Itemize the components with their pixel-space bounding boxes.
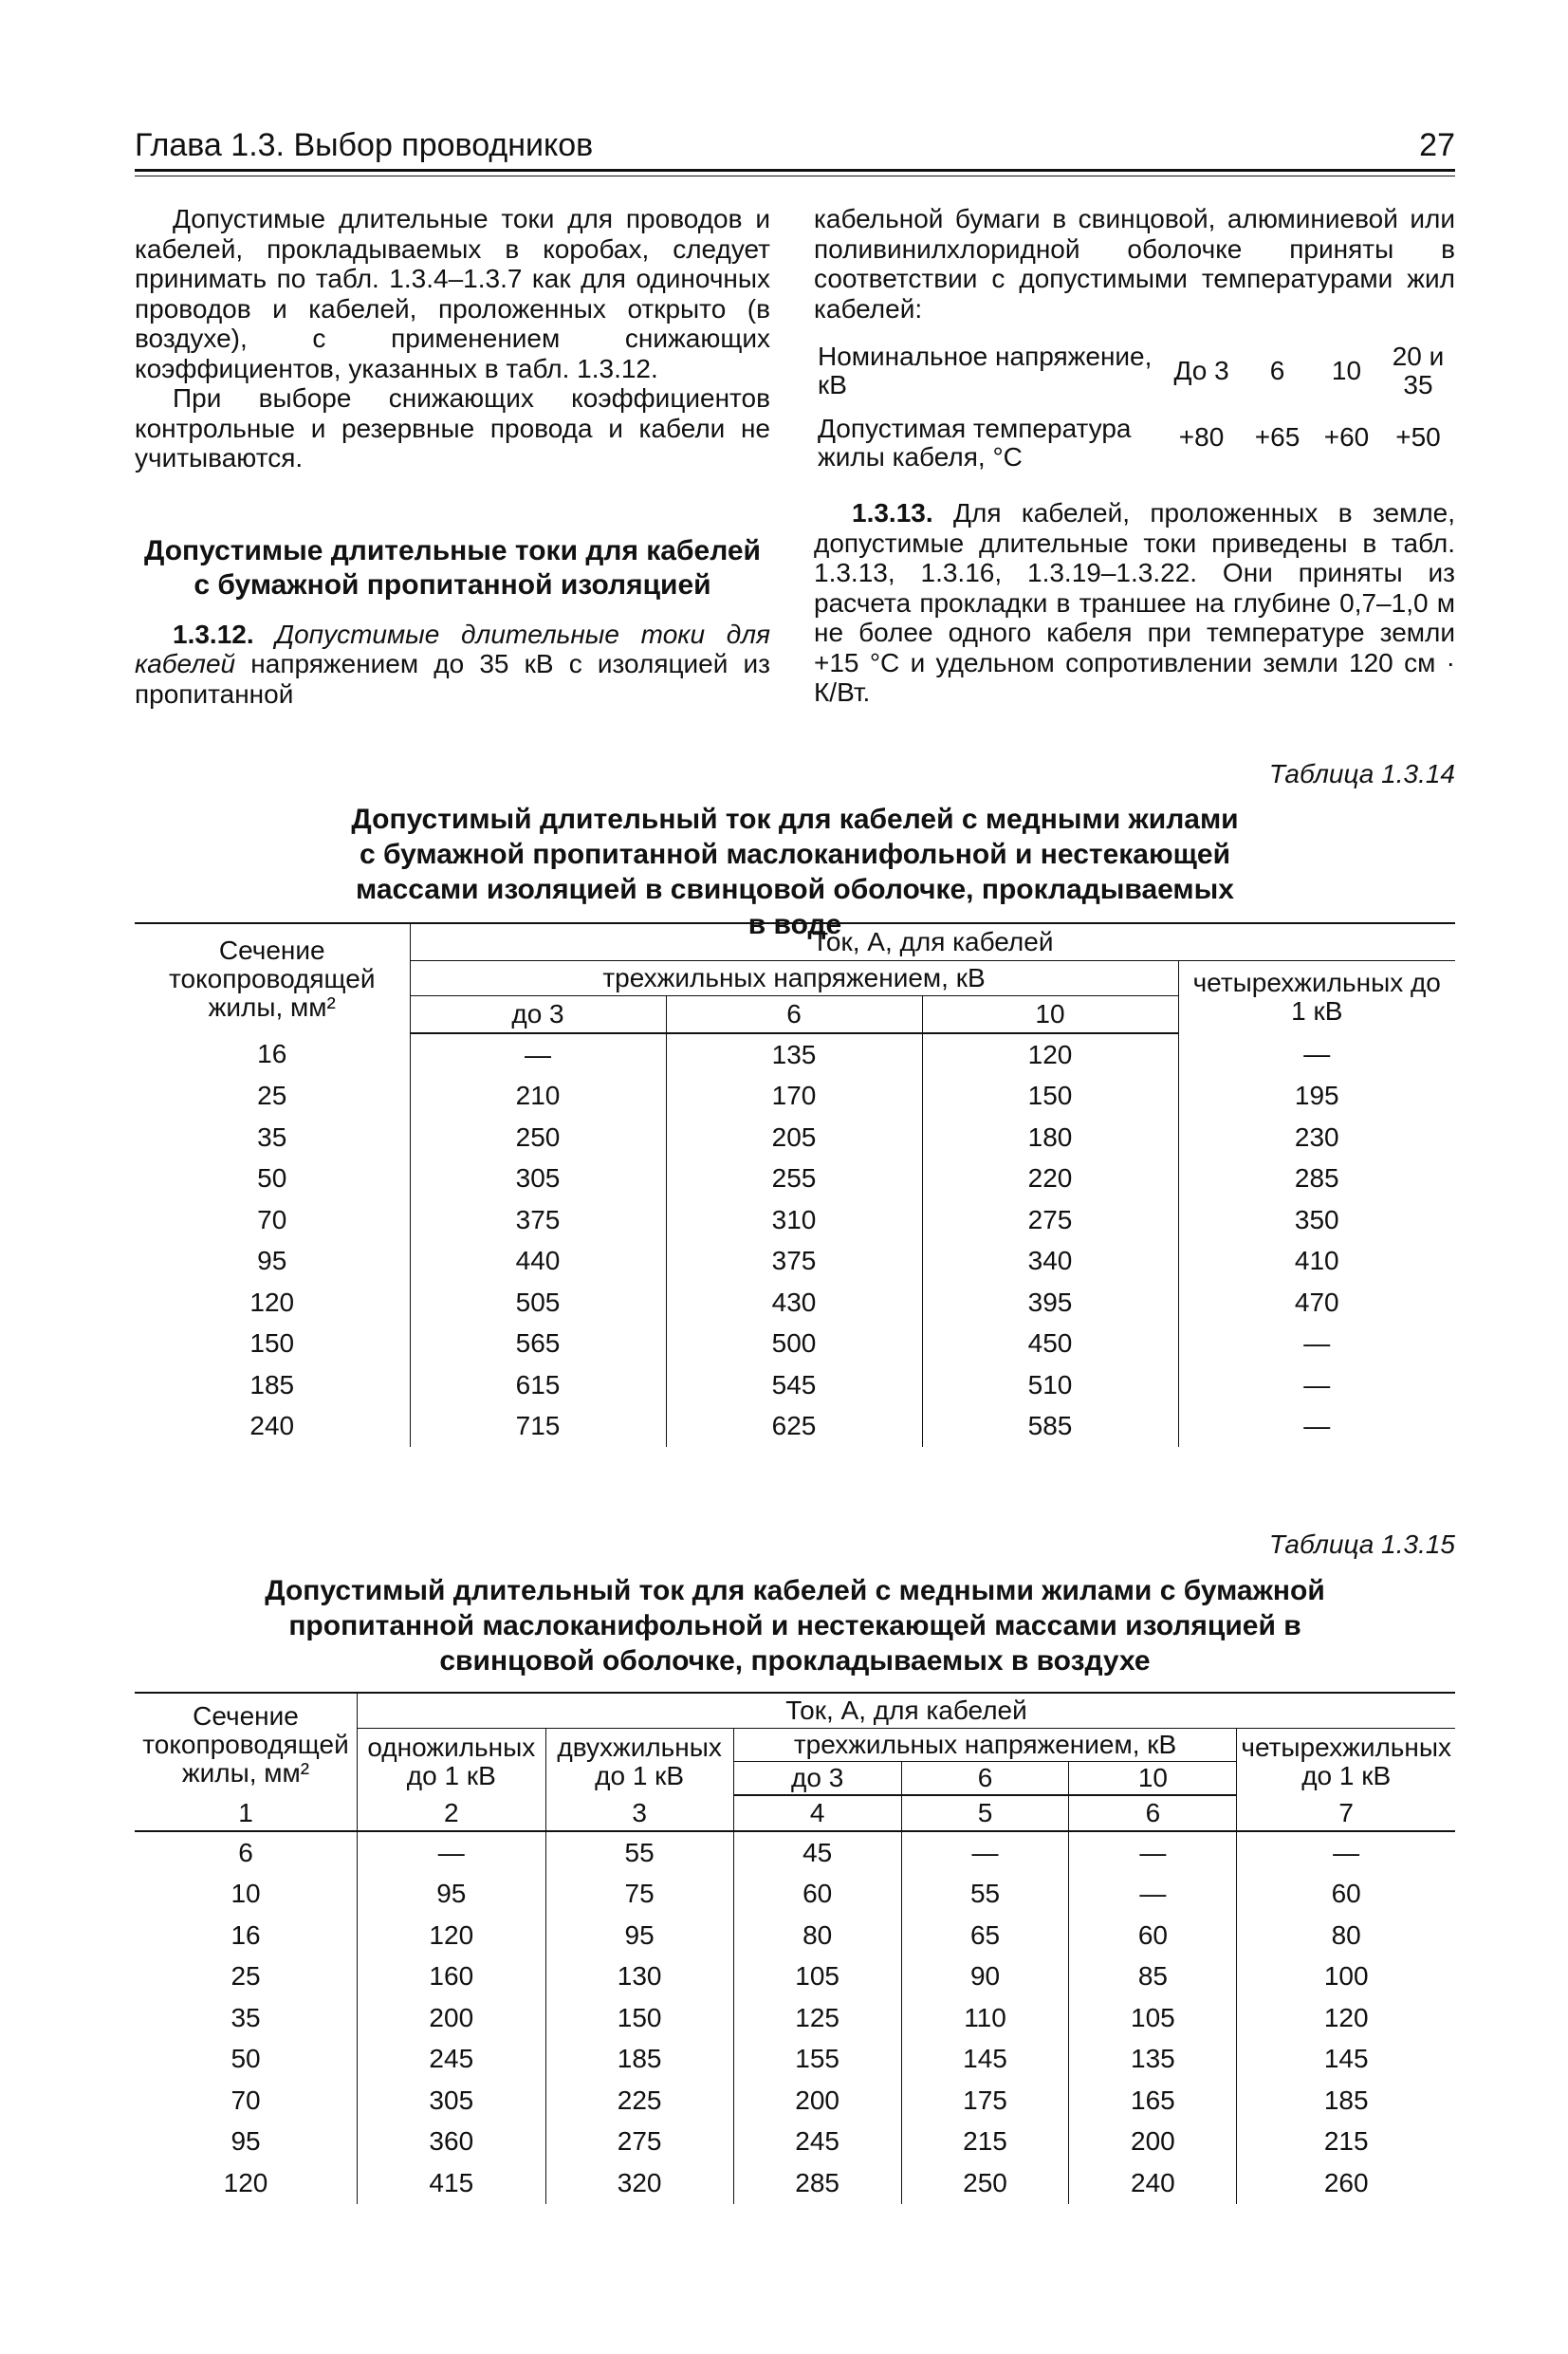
table-cell: 395 [922, 1282, 1178, 1324]
table-row [135, 1997, 1455, 2039]
table-cell: 145 [901, 2039, 1069, 2081]
table-cell: 60 [733, 1874, 901, 1916]
table-row [135, 1831, 1455, 1874]
table-cell: 55 [545, 1831, 733, 1874]
table-cell: 240 [1069, 2162, 1237, 2204]
table-cell: 220 [922, 1158, 1178, 1200]
table-cell: — [1303, 1369, 1331, 1399]
table-cell: 180 [922, 1117, 1178, 1158]
table-cell: — [1303, 1328, 1331, 1359]
column-number: 1 [135, 1795, 358, 1831]
row-header-cell: 120 [135, 2162, 358, 2204]
clause-italic-text: Допустимые длительные токи для кабелей [135, 619, 771, 678]
table-cell: 410 [1294, 1246, 1339, 1276]
table-cell: — [1333, 1837, 1360, 1867]
table-cell: 415 [358, 2162, 546, 2204]
table-row [135, 1874, 1455, 1916]
table-cell: 285 [1294, 1163, 1339, 1194]
row-header-cell: 16 [135, 1915, 358, 1956]
table-row [135, 1241, 1455, 1283]
column-header: до 3 [410, 996, 666, 1034]
table-caption: Таблица 1.3.14 [1268, 759, 1455, 788]
row-header-cell: 6 [135, 1831, 358, 1874]
table-cell: 75 [545, 1874, 733, 1916]
table-row [814, 401, 1455, 473]
table-cell: 225 [545, 2080, 733, 2122]
row-header-cell: 50 [135, 2039, 358, 2081]
table-cell: 195 [1294, 1081, 1339, 1111]
table-cell: 360 [358, 2122, 546, 2163]
table-cell: — [1069, 1831, 1237, 1874]
table-row [135, 1364, 1455, 1406]
table-cell: Номинальное напряжение, кВ [818, 342, 1153, 399]
row-header-cell: 16 [135, 1033, 410, 1076]
table-row [135, 1117, 1455, 1158]
column-header: одножильных до 1 кВ [358, 1729, 546, 1796]
table-cell: 250 [410, 1117, 666, 1158]
column-header: 10 [1069, 1762, 1237, 1796]
row-header-cell: 35 [135, 1997, 358, 2039]
clause-number: 1.3.13. [852, 498, 933, 528]
column-header: четырехжильных до 1 кВ [1192, 968, 1441, 1026]
table-cell: 120 [358, 1915, 546, 1956]
table-row [135, 1158, 1455, 1200]
table-cell: 230 [1294, 1121, 1339, 1152]
table-cell: +50 [1395, 422, 1441, 452]
row-header-cell: 70 [135, 2080, 358, 2122]
table-cell: 585 [922, 1406, 1178, 1448]
table-cell: Допустимая температура жилы кабеля, °С [818, 414, 1132, 472]
table-header-row [135, 1693, 1455, 1729]
table-cell: 185 [545, 2039, 733, 2081]
table-cell: 90 [901, 1956, 1069, 1998]
column-header: 6 [901, 1762, 1069, 1796]
column-number: 4 [733, 1795, 901, 1831]
table-cell: +60 [1323, 422, 1370, 452]
table-cell: До 3 [1173, 356, 1229, 385]
table-cell: 500 [666, 1324, 922, 1365]
table-1-3-14 [135, 922, 1455, 1447]
table-cell: 305 [410, 1158, 666, 1200]
table-cell: 505 [410, 1282, 666, 1324]
table-row [135, 1033, 1455, 1076]
table-cell: 340 [922, 1241, 1178, 1283]
table-cell: 260 [1323, 2167, 1369, 2197]
table-title: Допустимый длительный ток для кабелей с медными жилами с бумажной пропитанной маслоканифольной и нестекающей массами изоляцией в свинцовой оболочке, прокладываемых в воздухе [265, 1575, 1325, 1677]
table-cell: 45 [733, 1831, 901, 1874]
table-cell: 65 [901, 1915, 1069, 1956]
table-cell: 120 [922, 1033, 1178, 1076]
column-header: двухжильных до 1 кВ [545, 1729, 733, 1796]
table-row [135, 1199, 1455, 1241]
table-cell: 20 и 35 [1392, 342, 1445, 399]
row-header-cell: 185 [135, 1364, 410, 1406]
table-header-row [135, 923, 1455, 961]
table-cell: 10 [1331, 356, 1362, 385]
paragraph: кабельной бумаги в свинцовой, алюминиевой или поливинилхлоридной оболочке приняты в соответствии с допустимыми температурами жил кабелей: [814, 204, 1455, 324]
table-cell: 615 [410, 1364, 666, 1406]
table-body [135, 1033, 1455, 1447]
table-cell: 565 [410, 1324, 666, 1365]
table-cell: +65 [1254, 422, 1301, 452]
column-header: Ток, А, для кабелей [358, 1693, 1455, 1729]
table-cell: 135 [1069, 2039, 1237, 2081]
column-number-row [135, 1795, 1455, 1831]
table-row [135, 2080, 1455, 2122]
table-cell: 285 [733, 2162, 901, 2204]
table-cell: 135 [666, 1033, 922, 1076]
table-cell: 440 [410, 1241, 666, 1283]
table-cell: 375 [410, 1199, 666, 1241]
table-cell: 510 [922, 1364, 1178, 1406]
column-header: 6 [666, 996, 922, 1034]
table-cell: 200 [358, 1997, 546, 2039]
row-header-cell: 70 [135, 1199, 410, 1241]
table-cell: 450 [922, 1324, 1178, 1365]
table-cell: — [901, 1831, 1069, 1874]
table-cell: 60 [1331, 1879, 1361, 1909]
table-caption: Таблица 1.3.15 [1268, 1529, 1455, 1559]
column-header: 10 [922, 996, 1178, 1034]
table-cell: 275 [922, 1199, 1178, 1241]
temperature-table [814, 341, 1455, 473]
column-header: трехжильных напряжением, кВ [410, 961, 1178, 996]
table-row [814, 341, 1455, 401]
table-cell: 200 [1069, 2122, 1237, 2163]
table-cell: 545 [666, 1364, 922, 1406]
paragraph: Допустимые длительные токи для проводов и кабелей, прокладываемых в коробах, следует принимать по табл. 1.3.4–1.3.7 как для одиночных проводов и кабелей, проложенных открыто (в воздухе), с применением снижающих коэффициентов, указанных в табл. 1.3.12. [135, 204, 770, 383]
table-cell: — [358, 1831, 546, 1874]
row-header-cell: 50 [135, 1158, 410, 1200]
table-cell: 430 [666, 1282, 922, 1324]
column-header: Ток, А, для кабелей [410, 923, 1455, 961]
row-header-cell: 25 [135, 1076, 410, 1118]
table-cell: — [410, 1033, 666, 1076]
table-cell: 95 [545, 1915, 733, 1956]
table-cell: 375 [666, 1241, 922, 1283]
table-cell: 95 [358, 1874, 546, 1916]
table-cell: 55 [901, 1874, 1069, 1916]
table-row [135, 1915, 1455, 1956]
table-1-3-15 [135, 1692, 1455, 2204]
paragraph-1-3-13 [814, 498, 1455, 708]
table-row [135, 1406, 1455, 1448]
table-row [135, 1076, 1455, 1118]
column-number: 6 [1069, 1795, 1237, 1831]
table-cell: 245 [733, 2122, 901, 2163]
table-cell: 215 [901, 2122, 1069, 2163]
row-header-cell: 95 [135, 2122, 358, 2163]
table-cell: 215 [1323, 2126, 1369, 2157]
table-row [135, 1956, 1455, 1998]
table-cell: 320 [545, 2162, 733, 2204]
row-header-cell: 240 [135, 1406, 410, 1448]
row-header-cell: 10 [135, 1874, 358, 1916]
table-row [135, 1282, 1455, 1324]
column-header: четырехжильных до 1 кВ [1241, 1733, 1451, 1790]
right-column [814, 204, 1455, 708]
table-cell: 625 [666, 1406, 922, 1448]
running-header [135, 123, 1455, 171]
clause-text: Для кабелей, проложенных в земле, допустимые длительные токи приведены в табл. 1.3.13, 1.3.16, 1.3.19–1.3.22. Они приняты из расчета прокладки в траншее на глубине 0,7–1,0 м не более одного кабеля при температуре земли +15 °С и удельном сопротивлении земли 120 см · К/Вт. [814, 498, 1456, 707]
column-number: 3 [545, 1795, 733, 1831]
paragraph-1-3-12 [135, 620, 770, 710]
table-cell: 100 [1323, 1961, 1369, 1992]
table-cell: 715 [410, 1406, 666, 1448]
table-cell: 350 [1294, 1204, 1339, 1234]
table-cell: 150 [545, 1997, 733, 2039]
row-header-cell: 95 [135, 1241, 410, 1283]
table-cell: 170 [666, 1076, 922, 1118]
table-cell: 305 [358, 2080, 546, 2122]
page-number: 27 [1419, 127, 1455, 163]
column-header: Сечение токопроводящей жилы, мм² [135, 923, 410, 1033]
table-cell: 130 [545, 1956, 733, 1998]
table-cell: 275 [545, 2122, 733, 2163]
column-header: до 3 [733, 1762, 901, 1796]
table-row [135, 2162, 1455, 2204]
table-cell: 210 [410, 1076, 666, 1118]
table-cell: 155 [733, 2039, 901, 2081]
row-header-cell: 35 [135, 1117, 410, 1158]
row-header-cell: 25 [135, 1956, 358, 1998]
column-header: Сечение токопроводящей жилы, мм² [135, 1693, 358, 1795]
table-cell: 105 [733, 1956, 901, 1998]
table-cell: — [1303, 1411, 1331, 1441]
table-row [135, 2122, 1455, 2163]
table-cell: 60 [1069, 1915, 1237, 1956]
table-cell: 200 [733, 2080, 901, 2122]
table-cell: 205 [666, 1117, 922, 1158]
table-cell: 85 [1069, 1956, 1237, 1998]
table-cell: 165 [1069, 2080, 1237, 2122]
table-cell: +80 [1178, 422, 1225, 452]
column-header: трехжильных напряжением, кВ [733, 1729, 1237, 1762]
table-cell: 250 [901, 2162, 1069, 2204]
table-cell: 105 [1069, 1997, 1237, 2039]
table-cell: 80 [733, 1915, 901, 1956]
table-cell: 80 [1331, 1919, 1361, 1950]
table-cell: 145 [1323, 2044, 1369, 2074]
table-row [135, 2039, 1455, 2081]
chapter-title: Глава 1.3. Выбор проводников [135, 127, 594, 163]
table-cell: — [1303, 1039, 1331, 1069]
table-cell: 175 [901, 2080, 1069, 2122]
table-cell: 185 [1323, 2085, 1369, 2115]
table-cell: 160 [358, 1956, 546, 1998]
column-number: 2 [358, 1795, 546, 1831]
section-heading: Допустимые длительные токи для кабелей с бумажной пропитанной изоляцией [143, 534, 761, 601]
table-cell: 255 [666, 1158, 922, 1200]
table-row [135, 1324, 1455, 1365]
table-cell: 150 [922, 1076, 1178, 1118]
table-cell: 6 [1269, 356, 1285, 385]
table-cell: — [1069, 1874, 1237, 1916]
table-title: Допустимый длительный ток для кабелей с медными жилами с бумажной пропитанной маслоканифольной и нестекающей массами изоляцией в свинцовой оболочке, прокладываемых в воде [351, 804, 1239, 940]
row-header-cell: 120 [135, 1282, 410, 1324]
table-cell: 310 [666, 1199, 922, 1241]
row-header-cell: 150 [135, 1324, 410, 1365]
table-cell: 245 [358, 2039, 546, 2081]
column-number: 7 [1237, 1795, 1455, 1831]
header-rule [135, 169, 1455, 172]
clause-number: 1.3.12. [173, 619, 254, 649]
clause-text: напряжением до 35 кВ с изоляцией из пропитанной [135, 649, 770, 709]
paragraph: При выборе снижающих коэффициентов контрольные и резервные провода и кабели не учитываются. [135, 383, 770, 473]
column-number: 5 [901, 1795, 1069, 1831]
left-column [135, 204, 770, 709]
table-cell: 125 [733, 1997, 901, 2039]
table-body [135, 1795, 1455, 2204]
table-cell: 470 [1294, 1287, 1339, 1317]
table-cell: 110 [901, 1997, 1069, 2039]
table-cell: 120 [1323, 2002, 1369, 2032]
